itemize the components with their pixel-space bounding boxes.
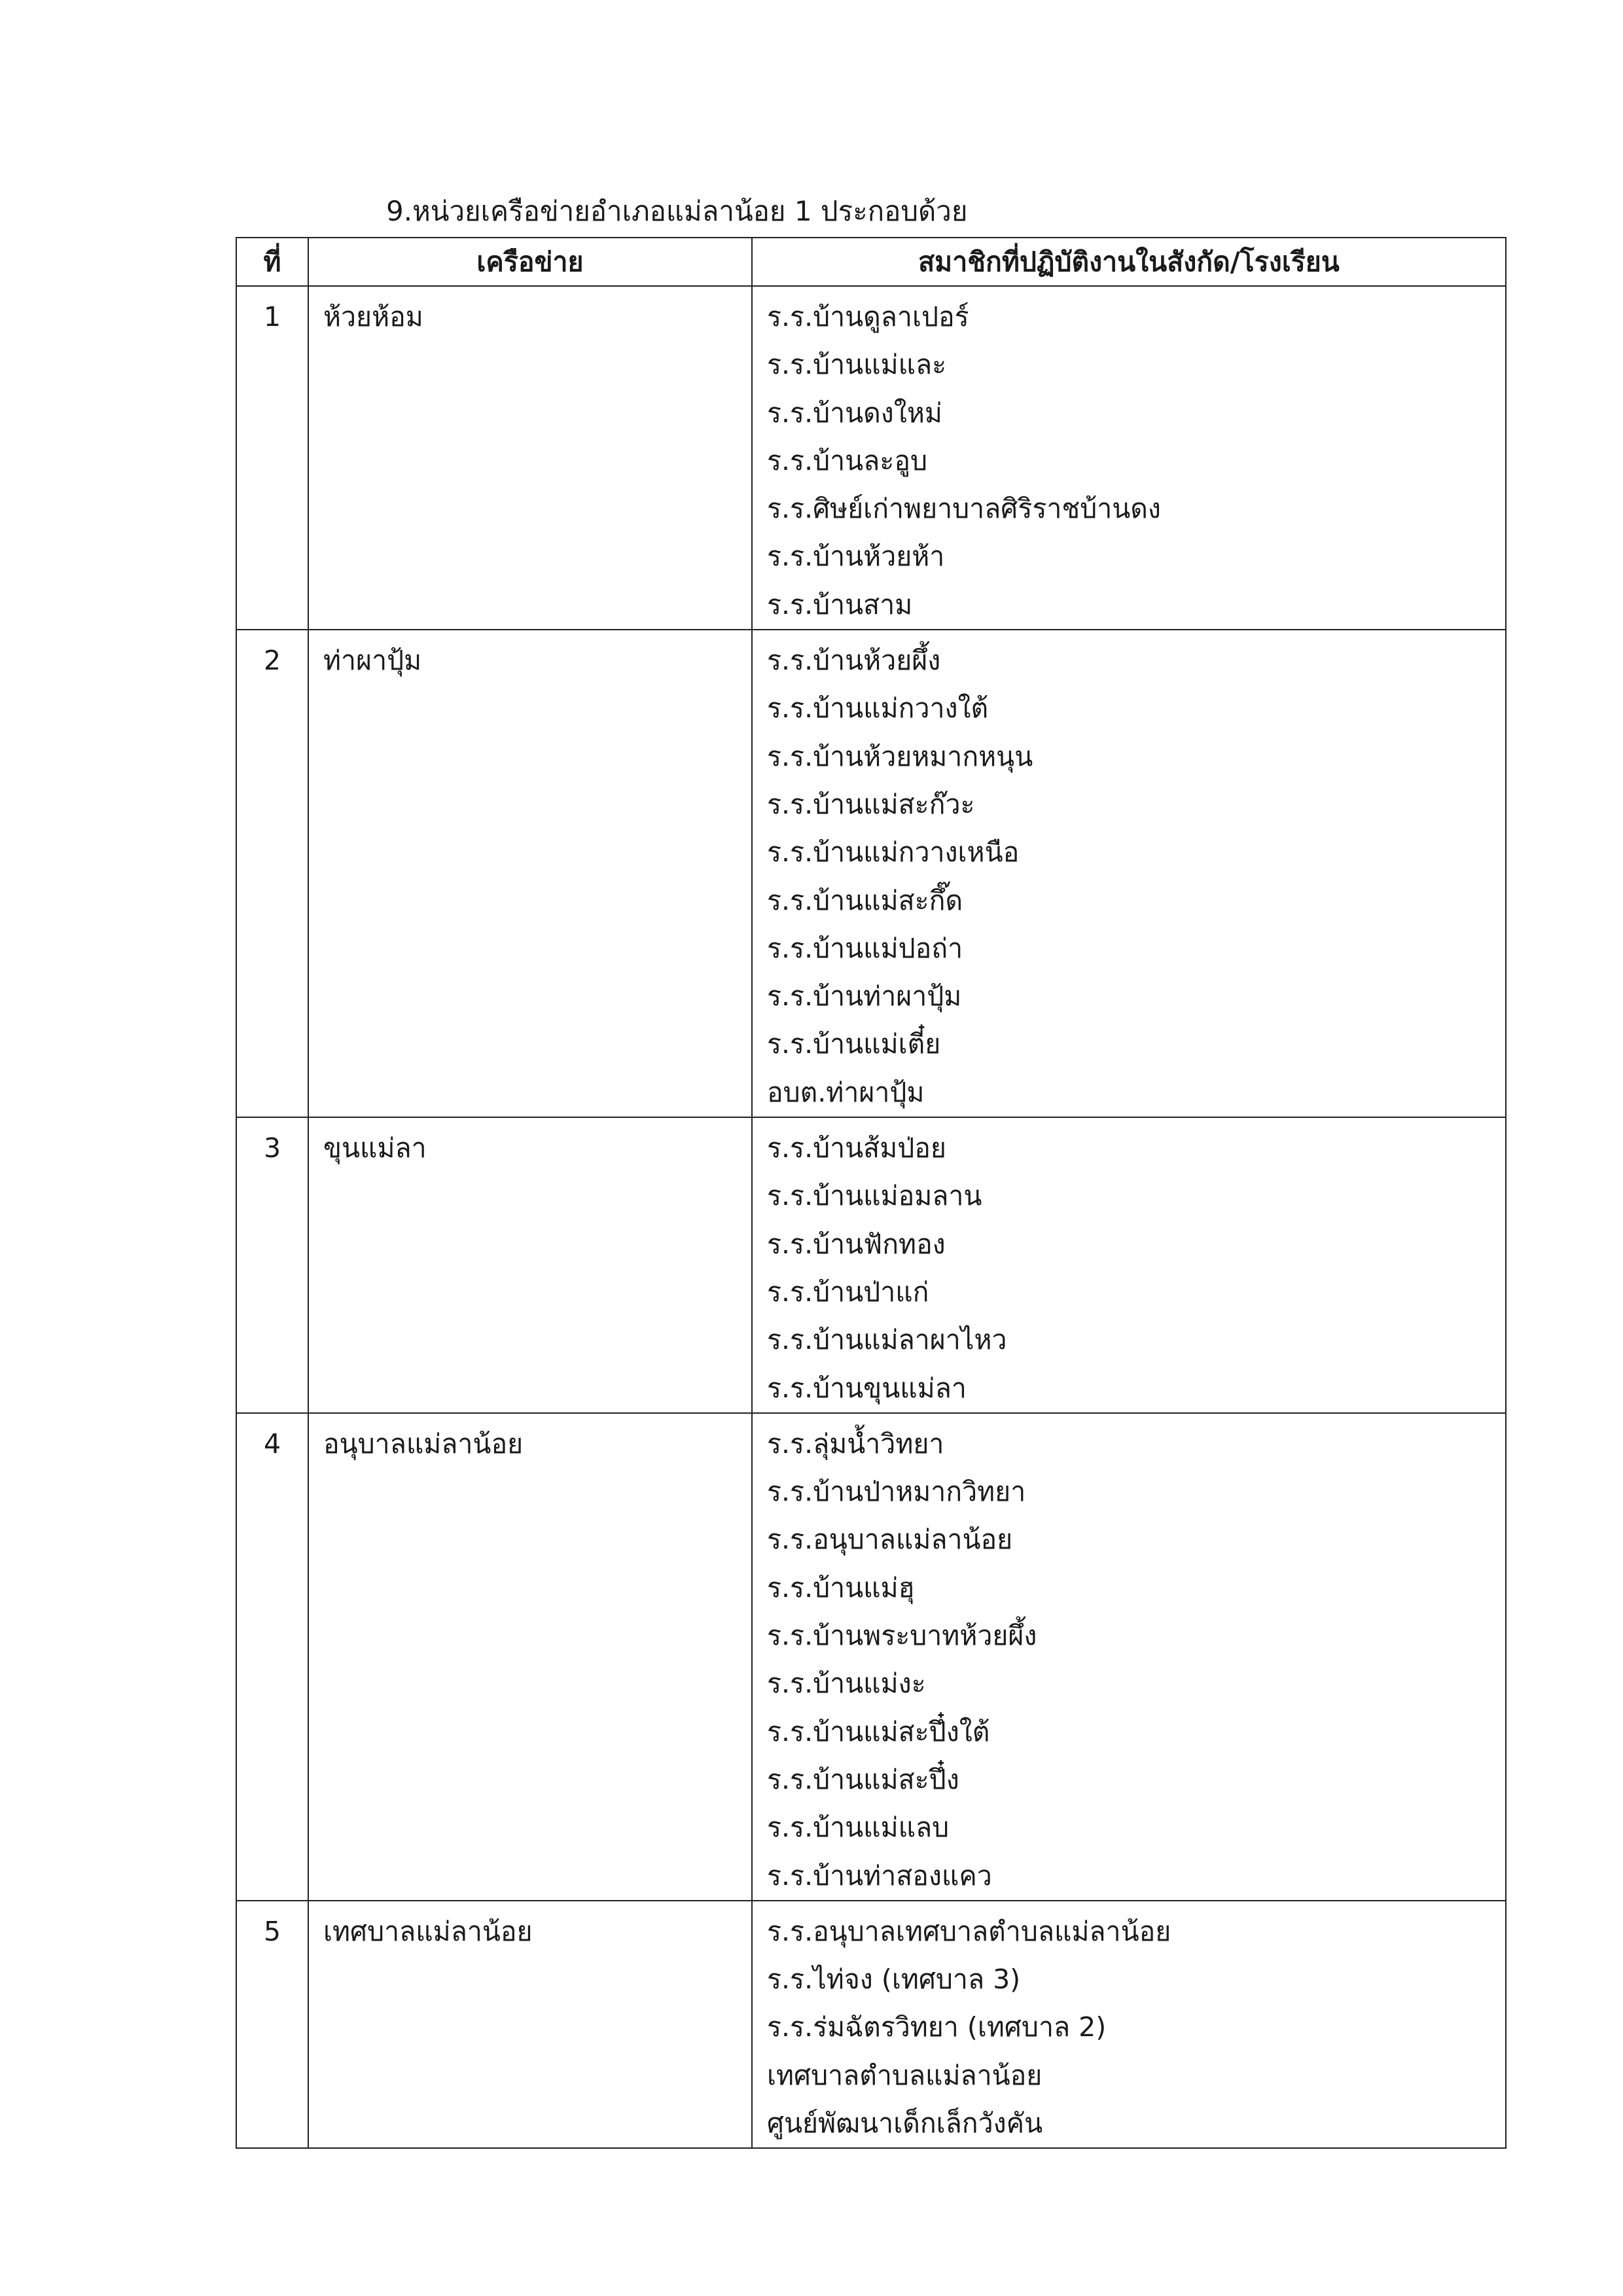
member-item: ศูนย์พัฒนาเด็กเล็กวังคัน: [767, 2107, 1043, 2139]
row-number: 1: [236, 286, 308, 630]
member-item: ร.ร.บ้านแม่ฮุ: [767, 1571, 915, 1604]
member-list: [752, 630, 1506, 1117]
member-item: ร.ร.บ้านท่าผาปุ้ม: [767, 980, 962, 1013]
table-row: [236, 1413, 1506, 1901]
member-item: ร.ร.บ้านแม่ลาผาไหว: [767, 1324, 1007, 1356]
header-no: ที่: [236, 238, 308, 286]
member-item: ร.ร.บ้านแม่กวางใต้: [767, 692, 989, 725]
member-item: ร.ร.บ้านดูลาเปอร์: [767, 301, 969, 332]
member-item: ร.ร.บ้านแม่สะก๊วะ: [767, 788, 975, 820]
member-item: ร.ร.บ้านห้วยห้า: [767, 541, 945, 573]
member-item: ร.ร.บ้านฟักทอง: [767, 1228, 946, 1260]
network-name: อนุบาลแม่ลาน้อย: [308, 1413, 752, 1901]
member-item: ร.ร.ลุ่มน้ำวิทยา: [767, 1427, 944, 1460]
member-item: ร.ร.บ้านละอูบ: [767, 444, 927, 476]
table-row: [236, 1117, 1506, 1413]
member-item: ร.ร.ไท่จง (เทศบาล 3): [767, 1964, 1021, 1996]
member-item: ร.ร.บ้านแม่กวางเหนือ: [767, 836, 1020, 869]
member-item: ร.ร.อนุบาลเทศบาลตำบลแม่ลาน้อย: [767, 1915, 1171, 1947]
member-item: ร.ร.ร่มฉัตรวิทยา (เทศบาล 2): [767, 2011, 1107, 2043]
member-item: ร.ร.บ้านแม่สะปึ๋ง: [767, 1763, 959, 1795]
member-item: ร.ร.บ้านห้วยหมากหนุน: [767, 740, 1033, 772]
header-network: เครือข่าย: [308, 238, 752, 286]
member-item: ร.ร.บ้านป่าแก่: [767, 1276, 929, 1308]
member-item: ร.ร.บ้านดงใหม่: [767, 397, 942, 429]
member-item: ร.ร.บ้านท่าสองแคว: [767, 1859, 992, 1892]
member-item: ร.ร.บ้านแม่เตี๋ย: [767, 1028, 941, 1060]
row-number: 2: [236, 630, 308, 1117]
member-item: ร.ร.บ้านแม่สะปึ๋งใต้: [767, 1715, 990, 1748]
network-table: [236, 237, 1507, 2149]
table-row: [236, 1901, 1506, 2148]
member-item: ร.ร.อนุบาลแม่ลาน้อย: [767, 1524, 1013, 1556]
row-number: 5: [236, 1901, 308, 2148]
member-item: ร.ร.บ้านห้วยผึ้ง: [767, 645, 941, 677]
network-name: ขุนแม่ลา: [308, 1117, 752, 1413]
member-list: [752, 286, 1506, 630]
member-item: ร.ร.บ้านแม่แลบ: [767, 1812, 950, 1844]
header-members: สมาชิกที่ปฏิบัติงานในสังกัด/โรงเรียน: [752, 238, 1506, 286]
member-item: ร.ร.บ้านพระบาทห้วยผึ้ง: [767, 1620, 1037, 1652]
member-item: ร.ร.บ้านแม่และ: [767, 349, 947, 381]
member-item: ร.ร.บ้านแม่งะ: [767, 1668, 926, 1700]
member-item: ร.ร.ศิษย์เก่าพยาบาลศิริราชบ้านดง: [767, 493, 1161, 525]
member-list: [752, 1413, 1506, 1901]
network-name: ห้วยห้อม: [308, 286, 752, 630]
member-item: เทศบาลตำบลแม่ลาน้อย: [767, 2059, 1043, 2091]
member-list: [752, 1117, 1506, 1413]
member-item: ร.ร.บ้านขุนแม่ลา: [767, 1372, 967, 1404]
member-item: ร.ร.บ้านแม่ปอถ่า: [767, 932, 963, 964]
row-number: 4: [236, 1413, 308, 1901]
network-name: เทศบาลแม่ลาน้อย: [308, 1901, 752, 2148]
section-caption: 9.หน่วยเครือข่ายอำเภอแม่ลาน้อย 1 ประกอบด้วย: [386, 195, 968, 227]
table-header-row: [236, 238, 1506, 286]
table-row: [236, 286, 1506, 630]
member-item: ร.ร.บ้านสาม: [767, 588, 913, 620]
member-list: [752, 1901, 1506, 2148]
row-number: 3: [236, 1117, 308, 1413]
member-item: อบต.ท่าผาปุ้ม: [767, 1076, 925, 1108]
member-item: ร.ร.บ้านแม่สะกึ๊ด: [767, 884, 963, 916]
member-item: ร.ร.บ้านแม่อมลาน: [767, 1180, 982, 1212]
table-row: [236, 630, 1506, 1117]
member-item: ร.ร.บ้านส้มป่อย: [767, 1132, 946, 1164]
member-item: ร.ร.บ้านป่าหมากวิทยา: [767, 1476, 1026, 1508]
network-name: ท่าผาปุ้ม: [308, 630, 752, 1117]
